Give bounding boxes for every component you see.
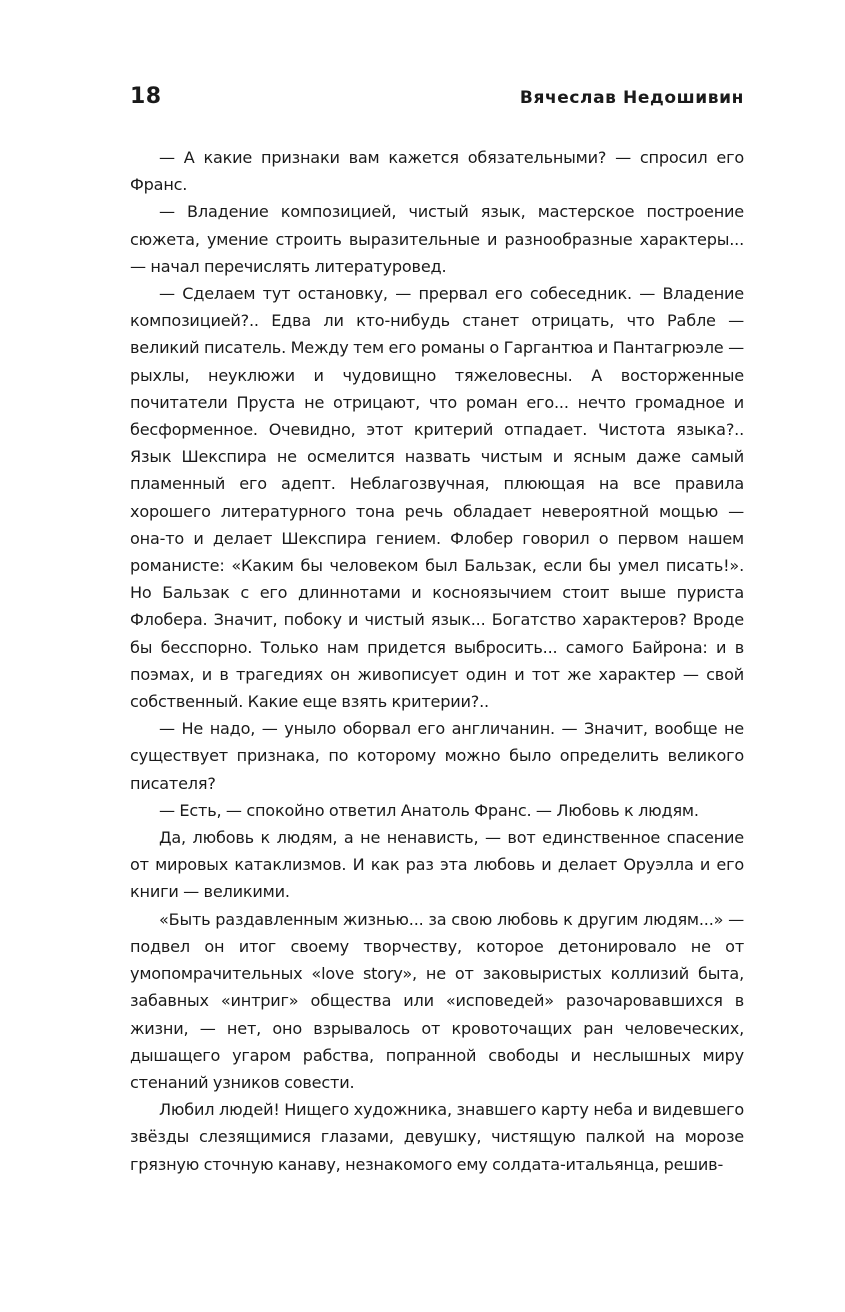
body-text [130,144,744,1178]
paragraph: «Быть раздавленным жизнью... за свою любовь к другим людям...» — подвел он итог своему творчеству, которое детонировало не от умопомрачительных «love story», не от заковыристых коллизий быта, забавных «интриг» общества или «исповедей» разочаровавшихся в жизни, — нет, оно взрывалось от кровоточащих ран человеческих, дышащего угаром рабства, попранной свободы и неслышных миру стенаний узников совести. [130,909,744,1092]
paragraph: — А какие признаки вам кажется обязательными? — спросил его Франс. [130,148,744,195]
paragraph: — Не надо, — уныло оборвал его англичанин. — Значит, вообще не существует признака, по которому можно было определить великого писателя? [130,719,744,793]
paragraph: — Владение композицией, чистый язык, мастерское построение сюжета, умение строить выразительные и разнообразные характеры... — начал перечислять литературовед. [130,202,744,276]
paragraph: Любил людей! Нищего художника, знавшего карту неба и видевшего звёзды слезящимися глазами, девушку, чистящую палкой на морозе грязную сточную канаву, незнакомого ему солдата-итальянца, решив- [130,1100,744,1174]
page-header [130,82,744,118]
paragraph: — Сделаем тут остановку, — прервал его собеседник. — Владение композицией?.. Едва ли кто-нибудь станет отрицать, что Рабле — великий писатель. Между тем его романы о Гаргантюа и Пантагрюэле — рыхлы, неуклюжи и чудовищно тяжеловесны. А восторженные почитатели Пруста не отрицают, что роман его... нечто громадное и бесформенное. Очевидно, этот критерий отпадает. Чистота языка?.. Язык Шекспира не осмелится назвать чистым и ясным даже самый пламенный его адепт. Неблагозвучная, плюющая на все правила хорошего литературного тона речь обладает невероятной мощью — она-то и делает Шекспира гением. Флобер говорил о первом нашем романисте: «Каким бы человеком был Бальзак, если бы умел писать!». Но Бальзак с его длиннотами и косноязычием стоит выше пуриста Флобера. Значит, побоку и чистый язык... Богатство характеров? Вроде бы бесспорно. Только нам придется выбросить... самого Байрона: и в поэмах, и в трагедиях он живописует один и тот же характер — свой собственный. Какие еще взять критерии?.. [130,284,744,712]
page-number: 18 [130,84,162,109]
paragraph: Да, любовь к людям, а не ненависть, — вот единственное спасение от мировых катаклизмов. И как раз эта любовь и делает Оруэлла и его книги — великими. [130,828,744,902]
running-head-author: Вячеслав Недошивин [519,88,744,108]
paragraph: — Есть, — спокойно ответил Анатоль Франс. — Любовь к людям. [159,800,699,820]
